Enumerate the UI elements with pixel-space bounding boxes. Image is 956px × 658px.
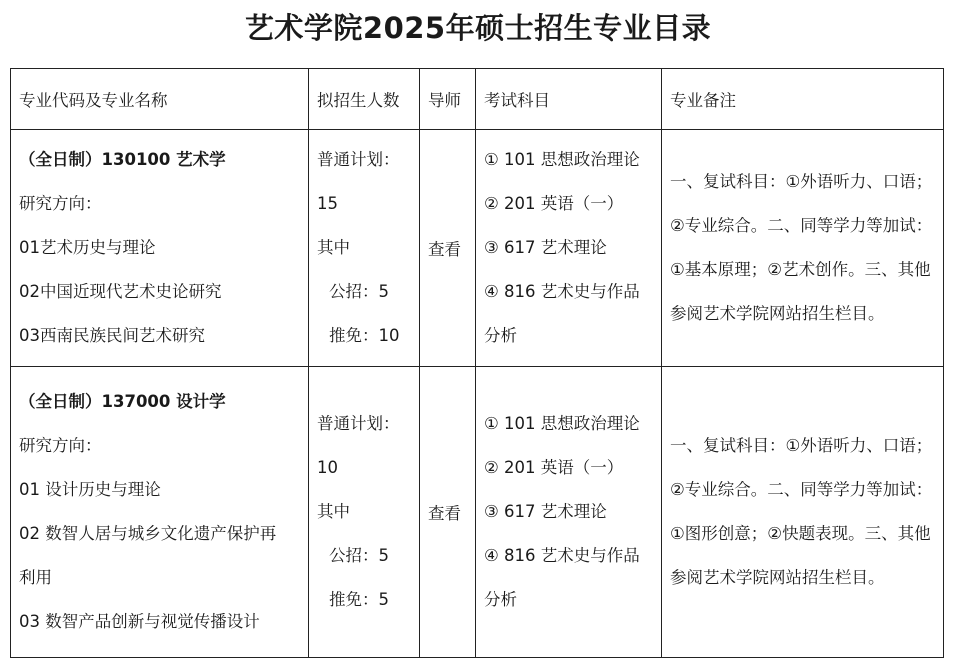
exam-subject: ② 201 英语（一） [484,194,624,213]
major-title: （全日制）130100 艺术学 [19,150,226,169]
notes-text: 一、复试科目：①外语听力、口语；②专业综合。二、同等学力等加试：①基本原理；②艺术创作。三、其他参阅艺术学院网站招生栏目。 [670,172,933,323]
research-direction: 02中国近现代艺术史论研究 [19,282,222,301]
notes-cell [662,367,944,658]
page-title: 艺术学院2025年硕士招生专业目录 [244,11,712,45]
exam-subject: ① 101 思想政治理论 [484,414,640,433]
major-title: （全日制）137000 设计学 [19,392,226,411]
exam-cell [476,130,662,367]
exam-subject: 分析 [484,590,517,609]
exam-subject: ④ 816 艺术史与作品 [484,546,640,565]
public-quota: 公招：5 [329,546,389,565]
major-cell [11,130,309,367]
plan-value: 10 [317,458,338,477]
exam-subject: 分析 [484,326,517,345]
header-advisor: 导师 [420,69,476,130]
table-row [11,130,944,367]
quota-cell [309,130,420,367]
exam-subject: ④ 816 艺术史与作品 [484,282,640,301]
research-direction: 01 设计历史与理论 [19,480,161,499]
table-row [11,367,944,658]
plan-value: 15 [317,194,338,213]
research-direction: 02 数智人居与城乡文化遗产保护再 [19,524,277,543]
exam-subject: ② 201 英语（一） [484,458,624,477]
research-direction: 03西南民族民间艺术研究 [19,326,205,345]
among-label: 其中 [317,502,350,521]
exam-subject: ③ 617 艺术理论 [484,502,607,521]
research-direction: 利用 [19,568,52,587]
exam-subject: ① 101 思想政治理论 [484,150,640,169]
plan-label: 普通计划： [317,414,400,433]
advisor-cell [420,367,476,658]
notes-cell [662,130,944,367]
exam-subject: ③ 617 艺术理论 [484,238,607,257]
exam-cell [476,367,662,658]
exempt-quota: 推免：10 [329,326,400,345]
table-header-row [11,69,944,130]
view-advisor-link[interactable]: 查看 [428,240,461,259]
advisor-cell [420,130,476,367]
quota-cell [309,367,420,658]
research-label: 研究方向： [19,436,102,455]
header-major: 专业代码及专业名称 [11,69,309,130]
view-advisor-link[interactable]: 查看 [428,504,461,523]
exempt-quota: 推免：5 [329,590,389,609]
header-notes: 专业备注 [662,69,944,130]
research-direction: 03 数智产品创新与视觉传播设计 [19,612,260,631]
research-label: 研究方向： [19,194,102,213]
header-exam: 考试科目 [476,69,662,130]
research-direction: 01艺术历史与理论 [19,238,156,257]
major-cell [11,367,309,658]
notes-text: 一、复试科目：①外语听力、口语；②专业综合。二、同等学力等加试：①图形创意；②快题表现。三、其他参阅艺术学院网站招生栏目。 [670,436,933,587]
header-quota: 拟招生人数 [309,69,420,130]
catalog-table [10,68,944,658]
public-quota: 公招：5 [329,282,389,301]
among-label: 其中 [317,238,350,257]
plan-label: 普通计划： [317,150,400,169]
